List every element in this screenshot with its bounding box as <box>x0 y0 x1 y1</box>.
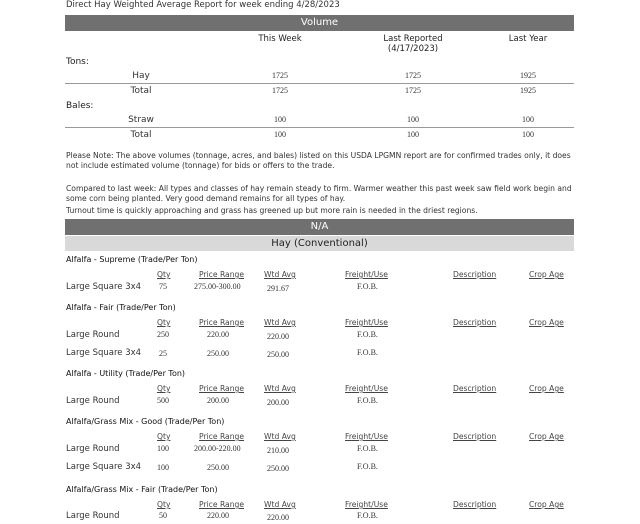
col-crop-age: Crop Age <box>529 432 564 441</box>
row-wtd: 210.00 <box>267 446 289 455</box>
row-qty: 75 <box>159 282 167 291</box>
tons-hay-last-year: 1925 <box>520 71 536 80</box>
row-qty: 250 <box>157 330 169 339</box>
col-crop-age: Crop Age <box>529 270 564 279</box>
col-price-range: Price Range <box>199 270 245 279</box>
row-qty: 500 <box>157 396 169 405</box>
bales-row-straw-label: Straw <box>128 115 154 125</box>
row-freight: F.O.B. <box>357 511 378 520</box>
col-freight: Freight/Use <box>345 432 388 441</box>
tons-hay-this-week: 1725 <box>272 71 288 80</box>
row-freight: F.O.B. <box>357 282 378 291</box>
col-qty: Qty <box>157 500 171 509</box>
bales-straw-last-year: 100 <box>522 115 534 124</box>
row-item: Large Square 3x4 <box>66 462 142 472</box>
col-price-range: Price Range <box>199 432 245 441</box>
row-item: Large Square 3x4 <box>66 348 142 358</box>
col-freight: Freight/Use <box>345 384 388 393</box>
tons-total-this-week: 1725 <box>272 86 288 95</box>
row-qty: 25 <box>159 349 167 358</box>
tons-hay-last-reported: 1725 <box>405 71 421 80</box>
group-title: Alfalfa - Supreme (Trade/Per Ton) <box>66 255 198 264</box>
row-wtd: 250.00 <box>267 350 289 359</box>
group-title: Alfalfa/Grass Mix - Good (Trade/Per Ton) <box>66 417 225 426</box>
col-price-range: Price Range <box>199 384 245 393</box>
report-title: Direct Hay Weighted Average Report for week ending 4/28/2023 <box>66 0 340 10</box>
col-freight: Freight/Use <box>345 318 388 327</box>
col-crop-age: Crop Age <box>529 384 564 393</box>
market-comparison: Compared to last week: All types and classes of hay remain steady to firm. Warmer weather this past week saw field work begin and some corn being planted. Very good demand remains for all types of hay. <box>66 184 572 203</box>
group-title: Alfalfa - Utility (Trade/Per Ton) <box>66 369 186 378</box>
row-wtd: 291.67 <box>267 284 289 293</box>
row-freight: F.O.B. <box>357 444 378 453</box>
row-item: Large Square 3x4 <box>66 282 142 292</box>
col-freight: Freight/Use <box>345 270 388 279</box>
col-wtd-avg: Wtd Avg <box>264 270 296 279</box>
divider <box>65 127 574 128</box>
row-freight: F.O.B. <box>357 348 378 357</box>
bales-total-last-reported: 100 <box>407 130 419 139</box>
col-last-reported: Last Reported <box>383 34 443 44</box>
bales-straw-last-reported: 100 <box>407 115 419 124</box>
row-qty: 100 <box>157 444 169 453</box>
row-item: Large Round <box>66 511 120 521</box>
row-price: 220.00 <box>207 511 229 520</box>
hay-conventional-header: Hay (Conventional) <box>65 236 574 251</box>
col-description: Description <box>453 318 497 327</box>
col-crop-age: Crop Age <box>529 500 564 509</box>
col-wtd-avg: Wtd Avg <box>264 432 296 441</box>
bales-total-this-week: 100 <box>274 130 286 139</box>
col-qty: Qty <box>157 384 171 393</box>
na-header: N/A <box>65 219 574 235</box>
bales-straw-this-week: 100 <box>274 115 286 124</box>
group-title: Alfalfa/Grass Mix - Fair (Trade/Per Ton) <box>66 485 218 494</box>
col-wtd-avg: Wtd Avg <box>264 318 296 327</box>
col-description: Description <box>453 384 497 393</box>
col-description: Description <box>453 432 497 441</box>
row-item: Large Round <box>66 444 120 454</box>
row-price: 200.00 <box>207 396 229 405</box>
col-price-range: Price Range <box>199 500 245 509</box>
col-qty: Qty <box>157 318 171 327</box>
row-price: 200.00-220.00 <box>194 444 241 453</box>
row-price: 250.00 <box>207 349 229 358</box>
row-wtd: 220.00 <box>267 332 289 341</box>
row-qty: 50 <box>159 511 167 520</box>
tons-row-total-label: Total <box>130 86 152 96</box>
row-freight: F.O.B. <box>357 396 378 405</box>
turnout-note: Turnout time is quickly approaching and grass has greened up but more rain is needed in the driest regions. <box>66 206 478 215</box>
col-last-year: Last Year <box>508 34 548 44</box>
row-price: 220.00 <box>207 330 229 339</box>
col-description: Description <box>453 270 497 279</box>
row-freight: F.O.B. <box>357 330 378 339</box>
tons-label: Tons: <box>66 57 89 67</box>
row-wtd: 250.00 <box>267 464 289 473</box>
volume-header: Volume <box>65 15 574 31</box>
col-crop-age: Crop Age <box>529 318 564 327</box>
col-price-range: Price Range <box>199 318 245 327</box>
row-item: Large Round <box>66 396 120 406</box>
col-wtd-avg: Wtd Avg <box>264 384 296 393</box>
tons-row-hay-label: Hay <box>132 71 150 81</box>
col-this-week: This Week <box>258 34 302 44</box>
divider <box>65 83 574 84</box>
row-freight: F.O.B. <box>357 462 378 471</box>
row-wtd: 220.00 <box>267 513 289 522</box>
col-last-reported-date: (4/17/2023) <box>387 44 439 54</box>
row-wtd: 200.00 <box>267 398 289 407</box>
group-title: Alfalfa - Fair (Trade/Per Ton) <box>66 303 176 312</box>
tons-total-last-year: 1925 <box>520 86 536 95</box>
tons-total-last-reported: 1725 <box>405 86 421 95</box>
col-qty: Qty <box>157 432 171 441</box>
bales-label: Bales: <box>66 101 94 111</box>
row-item: Large Round <box>66 330 120 340</box>
row-qty: 100 <box>157 463 169 472</box>
col-wtd-avg: Wtd Avg <box>264 500 296 509</box>
please-note: Please Note: The above volumes (tonnage, acres, and bales) listed on this USDA LPGMN report are for confirmed trades only, it does not include estimated volume (tonnage) for bids or offers to the trade. <box>66 151 571 170</box>
row-price: 250.00 <box>207 463 229 472</box>
col-qty: Qty <box>157 270 171 279</box>
row-price: 275.00-300.00 <box>194 282 241 291</box>
bales-row-total-label: Total <box>130 130 152 140</box>
col-freight: Freight/Use <box>345 500 388 509</box>
bales-total-last-year: 100 <box>522 130 534 139</box>
col-description: Description <box>453 500 497 509</box>
